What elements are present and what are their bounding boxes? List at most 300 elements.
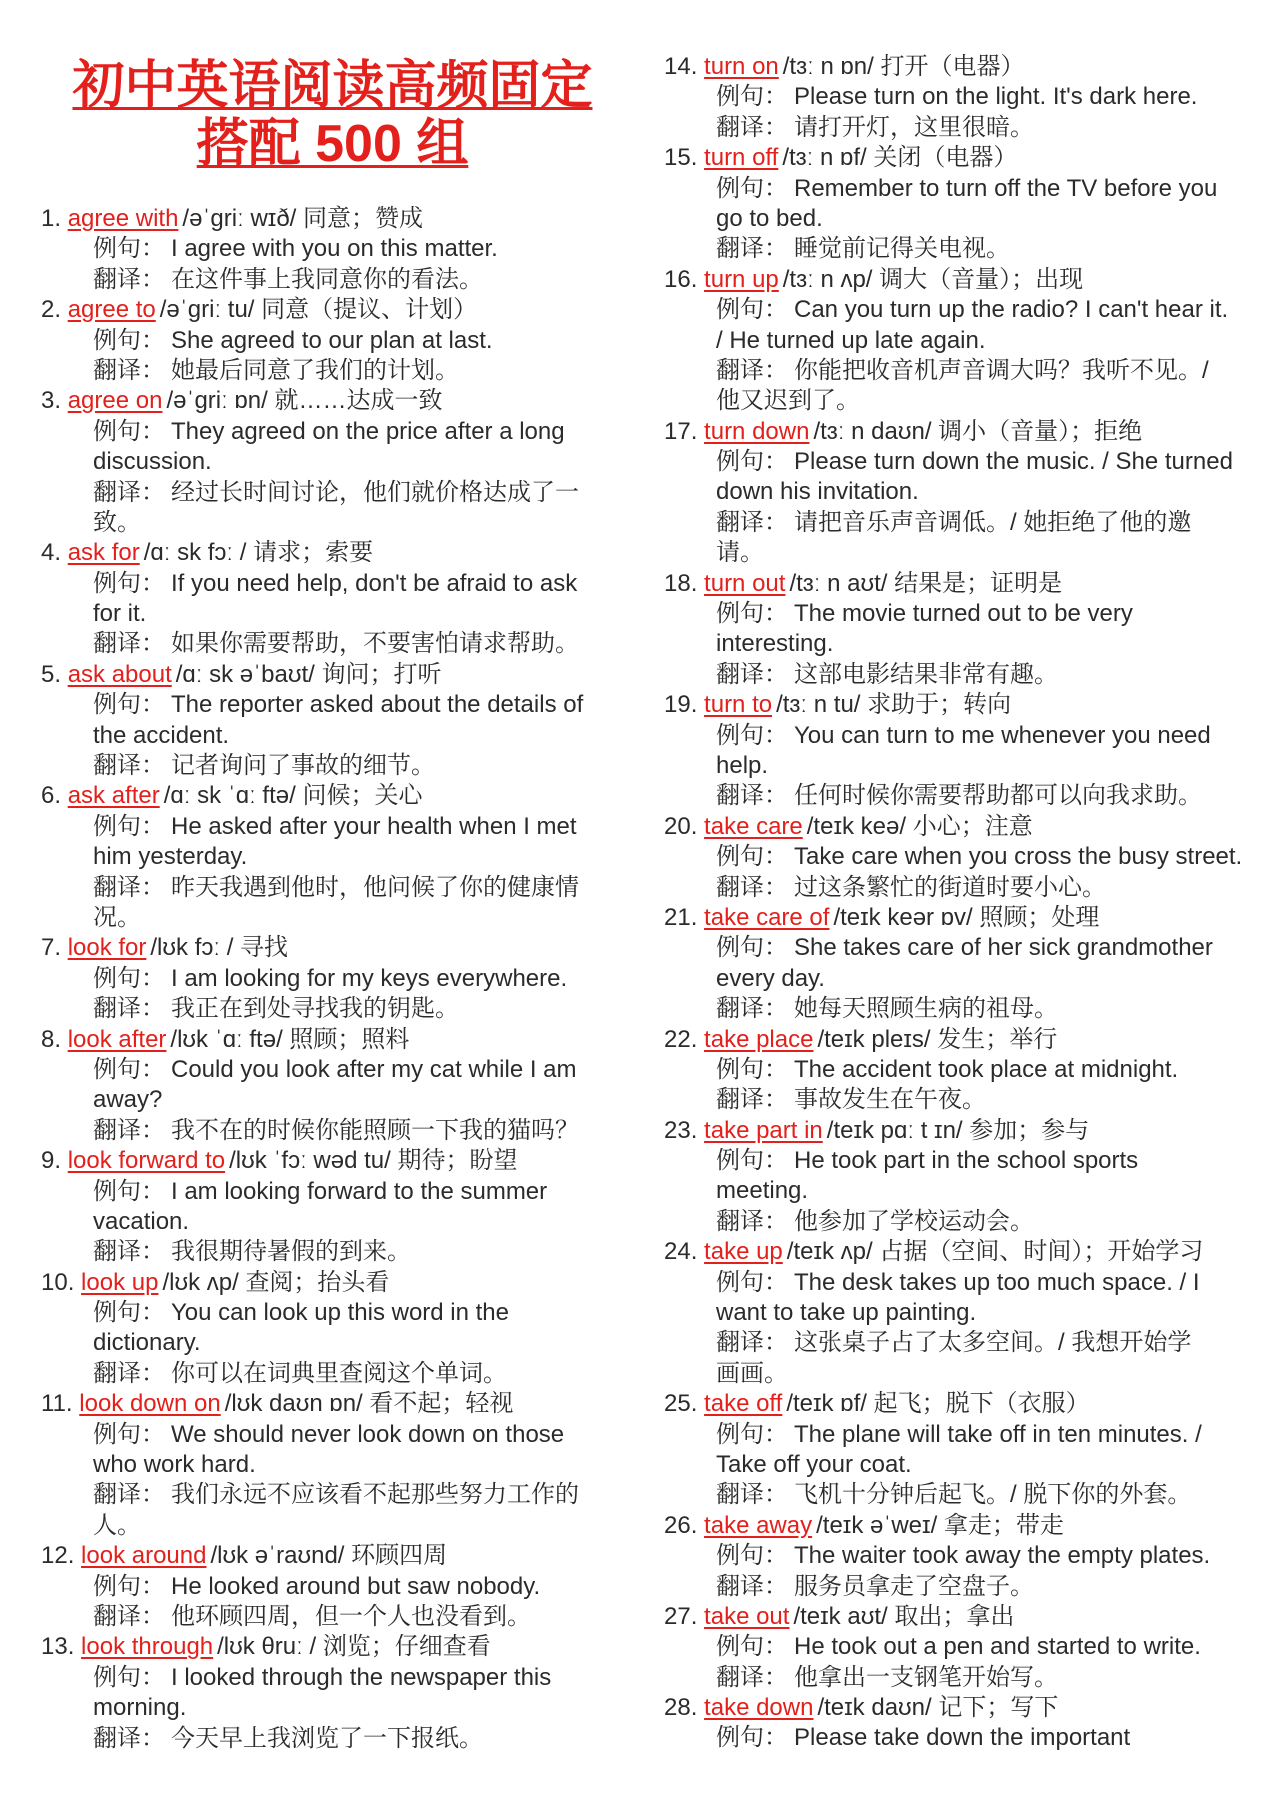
translation-label: 翻译： bbox=[93, 478, 165, 506]
example-line bbox=[41, 1298, 631, 1328]
phrase-entry bbox=[664, 690, 1264, 812]
example-text: You can look up this word in the bbox=[171, 1299, 510, 1327]
entry-number: 1. bbox=[41, 205, 62, 232]
entry-heading bbox=[664, 903, 1264, 933]
example-text: interesting. bbox=[716, 630, 834, 658]
phrase-entry bbox=[41, 1632, 631, 1754]
example-line bbox=[41, 1663, 631, 1693]
example-line bbox=[664, 1450, 1264, 1480]
example-text: away? bbox=[93, 1086, 163, 1114]
example-text: He took out a pen and started to write. bbox=[794, 1633, 1201, 1661]
phrase-term: take care bbox=[704, 812, 803, 840]
phonetic: /tɜː n aʊt/ bbox=[789, 569, 888, 597]
translation-text: 画画。 bbox=[716, 1359, 788, 1387]
entry-number: 26. bbox=[664, 1511, 698, 1539]
entry-number: 24. bbox=[664, 1238, 698, 1266]
entry-heading bbox=[664, 690, 1264, 720]
example-label: 例句： bbox=[93, 964, 165, 992]
entry-number: 2. bbox=[41, 296, 62, 324]
meaning: 记下；写下 bbox=[938, 1694, 1059, 1722]
phonetic: /teɪk pɑː t ɪn/ bbox=[826, 1116, 963, 1144]
entry-number: 5. bbox=[41, 660, 62, 688]
phonetic: /lʊk ˈɑː ftə/ bbox=[170, 1025, 283, 1053]
translation-label: 翻译： bbox=[93, 995, 165, 1023]
example-line bbox=[41, 599, 631, 629]
example-text: every day. bbox=[716, 964, 825, 992]
translation-text: 任何时候你需要帮助都可以向我求助。 bbox=[794, 782, 1202, 810]
entry-number: 22. bbox=[664, 1025, 698, 1053]
translation-line bbox=[41, 1480, 631, 1510]
phrase-entry bbox=[41, 538, 631, 660]
phrase-term: ask for bbox=[67, 539, 140, 567]
translation-label: 翻译： bbox=[716, 1086, 788, 1114]
translation-line bbox=[664, 781, 1264, 811]
entry-number: 27. bbox=[664, 1602, 698, 1630]
example-line bbox=[41, 690, 631, 720]
example-label: 例句： bbox=[716, 1542, 788, 1570]
example-label: 例句： bbox=[716, 934, 788, 962]
example-line bbox=[41, 1693, 631, 1723]
translation-label: 翻译： bbox=[716, 113, 788, 141]
example-line bbox=[41, 1572, 631, 1602]
example-label: 例句： bbox=[93, 1055, 165, 1083]
entry-number: 10. bbox=[41, 1268, 75, 1296]
example-line bbox=[41, 812, 631, 842]
example-text: I am looking for my keys everywhere. bbox=[171, 964, 568, 992]
meaning: 期待；盼望 bbox=[397, 1147, 518, 1175]
example-text: dictionary. bbox=[93, 1329, 201, 1357]
example-text: for it. bbox=[93, 600, 147, 628]
example-line bbox=[664, 1723, 1264, 1753]
example-label: 例句： bbox=[716, 448, 788, 476]
phrase-entry bbox=[664, 569, 1264, 691]
example-text: discussion. bbox=[93, 448, 212, 476]
translation-line bbox=[41, 751, 631, 781]
example-line bbox=[664, 629, 1264, 659]
entry-heading bbox=[41, 781, 631, 811]
phrase-term: agree to bbox=[67, 296, 156, 324]
phrase-entry bbox=[41, 1025, 631, 1147]
phrase-term: take up bbox=[704, 1238, 783, 1266]
entry-number: 4. bbox=[41, 539, 62, 567]
entry-number: 8. bbox=[41, 1025, 62, 1053]
example-label: 例句： bbox=[93, 812, 165, 840]
phrase-entry bbox=[664, 812, 1264, 903]
entry-number: 13. bbox=[41, 1633, 75, 1661]
translation-line bbox=[41, 994, 631, 1024]
translation-label: 翻译： bbox=[93, 1602, 165, 1630]
example-text: Remember to turn off the TV before you bbox=[794, 174, 1218, 202]
example-label: 例句： bbox=[716, 721, 788, 749]
translation-line bbox=[664, 1572, 1264, 1602]
phonetic: /lʊk daʊn ɒn/ bbox=[224, 1390, 363, 1418]
entry-heading bbox=[41, 1268, 631, 1298]
example-label: 例句： bbox=[716, 600, 788, 628]
example-label: 例句： bbox=[716, 174, 788, 202]
entry-heading bbox=[664, 1237, 1264, 1267]
phrase-entry bbox=[664, 1389, 1264, 1511]
translation-label: 翻译： bbox=[716, 995, 788, 1023]
translation-text: 请打开灯，这里很暗。 bbox=[794, 113, 1034, 141]
phrase-entry bbox=[664, 1602, 1264, 1693]
translation-label: 翻译： bbox=[716, 1572, 788, 1600]
phrase-term: take away bbox=[704, 1511, 813, 1539]
example-line bbox=[664, 174, 1264, 204]
phrase-entry bbox=[664, 143, 1264, 265]
translation-label: 翻译： bbox=[93, 265, 165, 293]
phrase-term: turn on bbox=[704, 53, 779, 80]
translation-line bbox=[41, 1602, 631, 1632]
translation-line bbox=[41, 1359, 631, 1389]
phonetic: /lʊk ʌp/ bbox=[162, 1268, 239, 1296]
translation-line bbox=[664, 873, 1264, 903]
phonetic: /lʊk əˈraʊnd/ bbox=[210, 1542, 345, 1570]
translation-text: 她最后同意了我们的计划。 bbox=[171, 356, 459, 384]
entry-heading bbox=[41, 204, 631, 234]
example-label: 例句： bbox=[93, 1572, 165, 1600]
phrase-entry bbox=[41, 386, 631, 538]
phrase-term: turn up bbox=[704, 265, 779, 293]
example-line bbox=[664, 751, 1264, 781]
example-text: down his invitation. bbox=[716, 478, 919, 506]
example-line bbox=[41, 447, 631, 477]
example-label: 例句： bbox=[93, 569, 165, 597]
translation-line bbox=[41, 1724, 631, 1754]
meaning: 拿走；带走 bbox=[943, 1511, 1064, 1539]
entry-number: 7. bbox=[41, 934, 62, 962]
example-text: Please take down the important bbox=[794, 1724, 1131, 1752]
translation-line bbox=[41, 478, 631, 508]
entry-number: 12. bbox=[41, 1542, 75, 1570]
example-text: If you need help, don't be afraid to ask bbox=[171, 569, 578, 597]
translation-line bbox=[41, 1116, 631, 1146]
example-line bbox=[664, 82, 1264, 112]
phrase-term: agree on bbox=[67, 387, 163, 415]
meaning: 打开（电器） bbox=[880, 53, 1025, 80]
example-text: / He turned up late again. bbox=[716, 326, 986, 354]
translation-text: 睡觉前记得关电视。 bbox=[794, 235, 1010, 263]
phonetic: /ɑː sk əˈbaʊt/ bbox=[175, 660, 315, 688]
translation-line bbox=[41, 873, 631, 903]
example-text: The accident took place at midnight. bbox=[794, 1055, 1179, 1083]
example-line bbox=[41, 721, 631, 751]
phonetic: /əˈgriː wɪð/ bbox=[182, 205, 297, 232]
phrase-term: look forward to bbox=[67, 1147, 226, 1175]
translation-label: 翻译： bbox=[93, 1724, 165, 1752]
example-line bbox=[664, 1176, 1264, 1206]
translation-text: 服务员拿走了空盘子。 bbox=[794, 1572, 1034, 1600]
translation-line bbox=[664, 1328, 1264, 1358]
entry-number: 25. bbox=[664, 1390, 698, 1418]
phrase-entry bbox=[664, 1025, 1264, 1116]
phrase-term: turn out bbox=[704, 569, 786, 597]
example-line bbox=[664, 447, 1264, 477]
translation-text: 今天早上我浏览了一下报纸。 bbox=[171, 1724, 483, 1752]
entry-number: 20. bbox=[664, 812, 698, 840]
example-label: 例句： bbox=[93, 235, 165, 263]
entry-number: 3. bbox=[41, 387, 62, 415]
example-text: vacation. bbox=[93, 1207, 190, 1235]
translation-text: 他参加了学校运动会。 bbox=[794, 1207, 1034, 1235]
translation-text: 飞机十分钟后起飞。/ 脱下你的外套。 bbox=[794, 1481, 1192, 1509]
translation-line bbox=[41, 1237, 631, 1267]
entry-heading bbox=[664, 812, 1264, 842]
translation-text: 这部电影结果非常有趣。 bbox=[794, 660, 1058, 688]
example-line bbox=[41, 234, 631, 264]
phrase-entry bbox=[664, 1116, 1264, 1238]
example-label: 例句： bbox=[93, 417, 165, 445]
entry-number: 15. bbox=[664, 144, 698, 172]
translation-label: 翻译： bbox=[93, 630, 165, 658]
example-label: 例句： bbox=[93, 326, 165, 354]
example-text: He looked around but saw nobody. bbox=[171, 1572, 541, 1600]
meaning: 浏览；仔细查看 bbox=[322, 1633, 491, 1661]
meaning: 环顾四周 bbox=[351, 1542, 448, 1570]
entry-heading bbox=[41, 1389, 631, 1419]
example-line bbox=[664, 964, 1264, 994]
phrase-term: look for bbox=[67, 934, 147, 962]
meaning: 起飞；脱下（衣服） bbox=[873, 1390, 1090, 1418]
phonetic: /lʊk θruː / bbox=[217, 1633, 317, 1661]
phrase-term: take down bbox=[704, 1694, 814, 1722]
example-label: 例句： bbox=[716, 1724, 788, 1752]
entry-heading bbox=[41, 1632, 631, 1662]
phonetic: /lʊk ˈfɔː wəd tu/ bbox=[229, 1147, 391, 1175]
translation-label: 翻译： bbox=[716, 1207, 788, 1235]
entry-heading bbox=[664, 1511, 1264, 1541]
phonetic: /ɑː sk ˈɑː ftə/ bbox=[163, 782, 296, 810]
phrase-entry bbox=[664, 417, 1264, 569]
meaning: 看不起；轻视 bbox=[369, 1390, 514, 1418]
translation-text: 我们永远不应该看不起那些努力工作的 bbox=[171, 1481, 579, 1509]
translation-label: 翻译： bbox=[716, 1481, 788, 1509]
entry-number: 18. bbox=[664, 569, 698, 597]
example-text: Take care when you cross the busy street. bbox=[794, 843, 1243, 871]
phrase-entry bbox=[664, 52, 1264, 143]
example-line bbox=[41, 417, 631, 447]
example-label: 例句： bbox=[716, 83, 788, 111]
entry-number: 17. bbox=[664, 417, 698, 445]
phrase-entry bbox=[41, 204, 631, 295]
translation-line bbox=[664, 994, 1264, 1024]
meaning: 寻找 bbox=[240, 934, 289, 962]
entry-heading bbox=[41, 295, 631, 325]
example-line bbox=[41, 842, 631, 872]
translation-line bbox=[664, 1207, 1264, 1237]
example-text: You can turn to me whenever you need bbox=[794, 721, 1211, 749]
translation-label: 翻译： bbox=[716, 873, 788, 901]
phonetic: /tɜː n ɒn/ bbox=[782, 53, 874, 80]
phonetic: /teɪk əˈweɪ/ bbox=[816, 1511, 938, 1539]
translation-text: 记者询问了事故的细节。 bbox=[171, 752, 435, 780]
example-text: want to take up painting. bbox=[716, 1299, 977, 1327]
example-label: 例句： bbox=[716, 1055, 788, 1083]
entry-heading bbox=[664, 1602, 1264, 1632]
phrase-entry bbox=[41, 781, 631, 933]
translation-label: 翻译： bbox=[93, 356, 165, 384]
phonetic: /teɪk keər ɒv/ bbox=[833, 903, 973, 931]
example-text: him yesterday. bbox=[93, 843, 248, 871]
example-text: Take off your coat. bbox=[716, 1450, 912, 1478]
example-text: go to bed. bbox=[716, 204, 823, 232]
example-text: The movie turned out to be very bbox=[794, 600, 1133, 628]
meaning: 求助于；转向 bbox=[867, 691, 1012, 719]
example-text: I am looking forward to the summer bbox=[171, 1177, 548, 1205]
entry-number: 6. bbox=[41, 782, 62, 810]
meaning: 发生；举行 bbox=[937, 1025, 1058, 1053]
entry-heading bbox=[664, 1693, 1264, 1723]
example-line bbox=[664, 477, 1264, 507]
example-text: He asked after your health when I met bbox=[171, 812, 577, 840]
example-line bbox=[41, 1177, 631, 1207]
example-label: 例句： bbox=[93, 1420, 165, 1448]
entry-heading bbox=[41, 933, 631, 963]
phrase-entry bbox=[664, 1237, 1264, 1389]
translation-label: 翻译： bbox=[93, 1238, 165, 1266]
phonetic: /tɜː n daʊn/ bbox=[813, 417, 932, 445]
example-text: I looked through the newspaper this bbox=[171, 1663, 552, 1691]
example-line bbox=[664, 599, 1264, 629]
translation-text: 人。 bbox=[93, 1511, 141, 1539]
entry-number: 19. bbox=[664, 691, 698, 719]
entry-heading bbox=[664, 52, 1264, 82]
translation-label: 翻译： bbox=[716, 1329, 788, 1357]
meaning: 就……达成一致 bbox=[274, 387, 443, 415]
example-text: He took part in the school sports bbox=[794, 1147, 1139, 1175]
example-line bbox=[664, 842, 1264, 872]
entry-heading bbox=[664, 1116, 1264, 1146]
phrase-term: agree with bbox=[67, 205, 179, 232]
example-line bbox=[664, 1146, 1264, 1176]
entry-number: 28. bbox=[664, 1694, 698, 1722]
example-label: 例句： bbox=[716, 1268, 788, 1296]
entry-number: 14. bbox=[664, 53, 698, 80]
phrase-entry bbox=[41, 295, 631, 386]
example-text: They agreed on the price after a long bbox=[171, 417, 565, 445]
phrase-term: take care of bbox=[704, 903, 830, 931]
phrase-term: look after bbox=[67, 1025, 167, 1053]
translation-line bbox=[664, 660, 1264, 690]
example-line bbox=[41, 569, 631, 599]
example-line bbox=[664, 1632, 1264, 1662]
phrase-entry bbox=[41, 1268, 631, 1390]
translation-line bbox=[41, 629, 631, 659]
translation-line bbox=[664, 113, 1264, 143]
phrase-term: ask after bbox=[67, 782, 160, 810]
entry-number: 11. bbox=[41, 1390, 73, 1418]
translation-label: 翻译： bbox=[716, 782, 788, 810]
translation-line bbox=[41, 356, 631, 386]
phonetic: /teɪk ɒf/ bbox=[786, 1390, 867, 1418]
example-line bbox=[41, 1207, 631, 1237]
translation-text: 在这件事上我同意你的看法。 bbox=[171, 265, 483, 293]
translation-text: 这张桌子占了太多空间。/ 我想开始学 bbox=[794, 1329, 1192, 1357]
example-text: morning. bbox=[93, 1694, 187, 1722]
phonetic: /teɪk keə/ bbox=[806, 812, 907, 840]
meaning: 取出；拿出 bbox=[894, 1602, 1015, 1630]
translation-line bbox=[41, 508, 631, 538]
example-label: 例句： bbox=[716, 1147, 788, 1175]
phrase-entry bbox=[41, 660, 631, 782]
phrase-term: look up bbox=[81, 1268, 159, 1296]
phrase-entry bbox=[41, 933, 631, 1024]
translation-line bbox=[41, 1511, 631, 1541]
translation-text: 他拿出一支钢笔开始写。 bbox=[794, 1663, 1058, 1691]
meaning: 照顾；照料 bbox=[289, 1025, 410, 1053]
example-line bbox=[664, 1420, 1264, 1450]
example-text: Could you look after my cat while I am bbox=[171, 1055, 577, 1083]
example-text: meeting. bbox=[716, 1177, 809, 1205]
entry-heading bbox=[41, 1146, 631, 1176]
example-text: We should never look down on those bbox=[171, 1420, 565, 1448]
translation-line bbox=[664, 1085, 1264, 1115]
example-label: 例句： bbox=[716, 1420, 788, 1448]
translation-text: 她每天照顾生病的祖母。 bbox=[794, 995, 1058, 1023]
example-line bbox=[664, 204, 1264, 234]
translation-text: 如果你需要帮助，不要害怕请求帮助。 bbox=[171, 630, 579, 658]
example-line bbox=[41, 326, 631, 356]
example-line bbox=[664, 1541, 1264, 1571]
translation-line bbox=[664, 234, 1264, 264]
entry-heading bbox=[41, 1025, 631, 1055]
entry-heading bbox=[41, 538, 631, 568]
example-line bbox=[41, 1450, 631, 1480]
translation-text: 昨天我遇到他时，他问候了你的健康情 bbox=[171, 873, 579, 901]
phrase-term: look around bbox=[81, 1542, 207, 1570]
translation-line bbox=[664, 386, 1264, 416]
translation-label: 翻译： bbox=[93, 1481, 165, 1509]
phonetic: /teɪk pleɪs/ bbox=[817, 1025, 931, 1053]
example-text: who work hard. bbox=[93, 1451, 256, 1479]
example-label: 例句： bbox=[93, 1177, 165, 1205]
phrase-term: look down on bbox=[79, 1390, 221, 1418]
phonetic: /teɪk aʊt/ bbox=[793, 1602, 888, 1630]
phrase-term: take out bbox=[704, 1602, 790, 1630]
example-label: 例句： bbox=[716, 1633, 788, 1661]
meaning: 照顾；处理 bbox=[979, 903, 1100, 931]
example-text: Please turn down the music. / She turned bbox=[794, 448, 1233, 476]
example-text: The reporter asked about the details of bbox=[171, 691, 584, 719]
example-label: 例句： bbox=[93, 691, 165, 719]
translation-line bbox=[664, 538, 1264, 568]
entry-heading bbox=[664, 265, 1264, 295]
translation-label: 翻译： bbox=[716, 1663, 788, 1691]
entry-number: 21. bbox=[664, 903, 698, 931]
translation-line bbox=[664, 1663, 1264, 1693]
phrase-term: take part in bbox=[704, 1116, 823, 1144]
phonetic: /tɜː n ɒf/ bbox=[782, 144, 867, 172]
example-line bbox=[664, 721, 1264, 751]
translation-line bbox=[664, 1480, 1264, 1510]
phrase-term: take off bbox=[704, 1390, 783, 1418]
example-line bbox=[41, 1328, 631, 1358]
translation-text: 你能把收音机声音调大吗？我听不见。/ bbox=[794, 356, 1209, 384]
translation-text: 经过长时间讨论，他们就价格达成了一 bbox=[171, 478, 579, 506]
translation-text: 你可以在词典里查阅这个单词。 bbox=[171, 1359, 507, 1387]
example-label: 例句： bbox=[716, 296, 788, 324]
example-label: 例句： bbox=[93, 1663, 165, 1691]
translation-text: 事故发生在午夜。 bbox=[794, 1086, 986, 1114]
entry-number: 23. bbox=[664, 1116, 698, 1144]
translation-text: 他又迟到了。 bbox=[716, 387, 860, 415]
entry-number: 16. bbox=[664, 265, 698, 293]
example-line bbox=[41, 1420, 631, 1450]
phrase-term: take place bbox=[704, 1025, 814, 1053]
entry-heading bbox=[664, 1025, 1264, 1055]
phrase-term: turn to bbox=[704, 691, 773, 719]
meaning: 同意；赞成 bbox=[303, 205, 423, 232]
phrase-term: look through bbox=[81, 1633, 214, 1661]
